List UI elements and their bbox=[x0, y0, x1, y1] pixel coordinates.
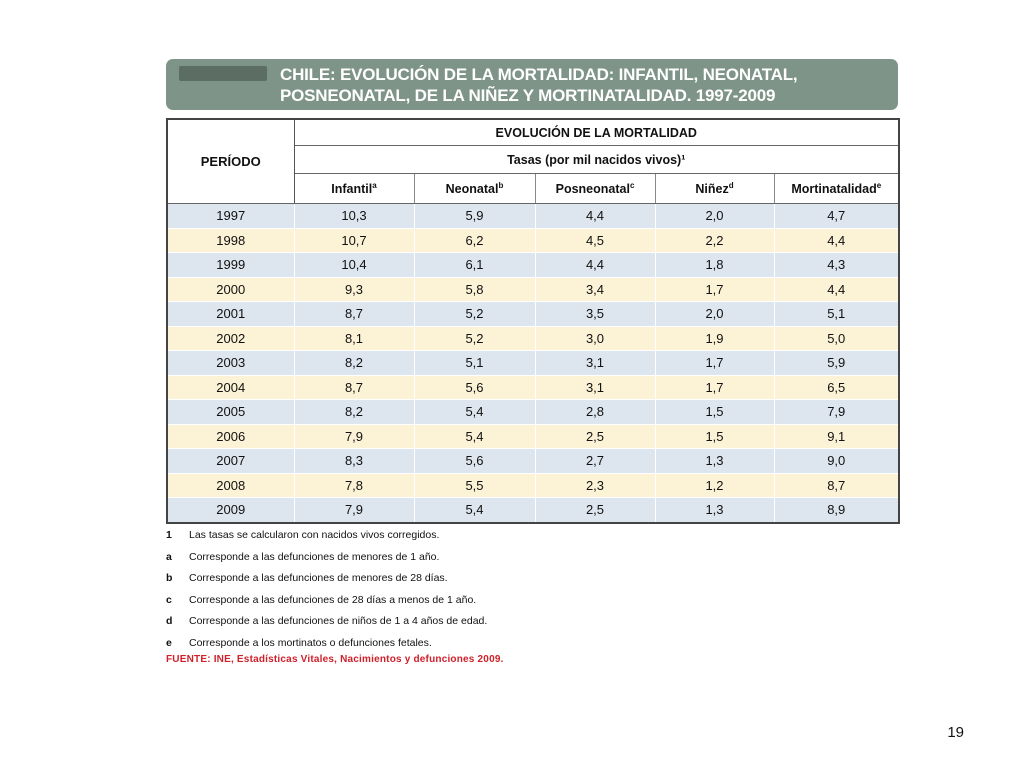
footnote-text: Corresponde a los mortinatos o defunciones fetales. bbox=[189, 636, 432, 649]
value-cell: 8,7 bbox=[294, 302, 414, 327]
value-cell: 5,8 bbox=[414, 277, 535, 302]
table-row bbox=[167, 228, 899, 253]
value-cell: 8,2 bbox=[294, 351, 414, 376]
footnotes bbox=[166, 525, 766, 654]
value-cell: 1,7 bbox=[655, 277, 774, 302]
value-cell: 2,7 bbox=[535, 449, 655, 474]
page-number: 19 bbox=[947, 724, 964, 741]
footnote-key: d bbox=[166, 615, 173, 627]
footnote bbox=[166, 611, 766, 633]
column-header bbox=[774, 174, 899, 204]
value-cell: 3,1 bbox=[535, 351, 655, 376]
table-row bbox=[167, 424, 899, 449]
table-row bbox=[167, 253, 899, 278]
value-cell: 10,4 bbox=[294, 253, 414, 278]
value-cell: 1,3 bbox=[655, 498, 774, 523]
value-cell: 4,5 bbox=[535, 228, 655, 253]
group-header: EVOLUCIÓN DE LA MORTALIDAD bbox=[294, 119, 899, 146]
value-cell: 4,4 bbox=[535, 204, 655, 229]
value-cell: 5,2 bbox=[414, 302, 535, 327]
value-cell: 9,0 bbox=[774, 449, 899, 474]
year-cell: 1997 bbox=[167, 204, 294, 229]
value-cell: 7,9 bbox=[294, 424, 414, 449]
value-cell: 1,9 bbox=[655, 326, 774, 351]
value-cell: 1,3 bbox=[655, 449, 774, 474]
value-cell: 2,0 bbox=[655, 204, 774, 229]
value-cell: 1,5 bbox=[655, 424, 774, 449]
value-cell: 9,1 bbox=[774, 424, 899, 449]
value-cell: 10,7 bbox=[294, 228, 414, 253]
subgroup-header: Tasas (por mil nacidos vivos)¹ bbox=[294, 146, 899, 174]
column-header-footnote-mark: a bbox=[372, 180, 377, 190]
table-title bbox=[280, 64, 880, 106]
value-cell: 8,2 bbox=[294, 400, 414, 425]
table-row bbox=[167, 449, 899, 474]
value-cell: 10,3 bbox=[294, 204, 414, 229]
value-cell: 5,5 bbox=[414, 473, 535, 498]
column-header-footnote-mark: e bbox=[876, 180, 882, 190]
value-cell: 4,4 bbox=[774, 228, 899, 253]
value-cell: 8,1 bbox=[294, 326, 414, 351]
column-header bbox=[535, 174, 655, 204]
year-cell: 2008 bbox=[167, 473, 294, 498]
source-note: FUENTE: INE, Estadísticas Vitales, Nacimientos y defunciones 2009. bbox=[166, 654, 504, 665]
year-cell: 2005 bbox=[167, 400, 294, 425]
value-cell: 5,9 bbox=[774, 351, 899, 376]
table-row bbox=[167, 351, 899, 376]
value-cell: 2,5 bbox=[535, 424, 655, 449]
value-cell: 4,7 bbox=[774, 204, 899, 229]
table-row bbox=[167, 473, 899, 498]
value-cell: 5,6 bbox=[414, 375, 535, 400]
value-cell: 7,8 bbox=[294, 473, 414, 498]
value-cell: 2,0 bbox=[655, 302, 774, 327]
value-cell: 7,9 bbox=[774, 400, 899, 425]
column-header-footnote-mark: b bbox=[498, 180, 504, 190]
table-row bbox=[167, 400, 899, 425]
footnote-text: Corresponde a las defunciones de niños de 1 a 4 años de edad. bbox=[189, 615, 488, 627]
table-row bbox=[167, 302, 899, 327]
mortality-table bbox=[166, 118, 900, 524]
footnote-key: c bbox=[166, 593, 172, 606]
footnote-text: Corresponde a las defunciones de menores de 1 año. bbox=[189, 550, 440, 563]
value-cell: 3,1 bbox=[535, 375, 655, 400]
value-cell: 2,8 bbox=[535, 400, 655, 425]
year-cell: 1998 bbox=[167, 228, 294, 253]
value-cell: 1,5 bbox=[655, 400, 774, 425]
year-cell: 2004 bbox=[167, 375, 294, 400]
value-cell: 8,3 bbox=[294, 449, 414, 474]
value-cell: 5,0 bbox=[774, 326, 899, 351]
value-cell: 4,4 bbox=[535, 253, 655, 278]
footnote bbox=[166, 547, 766, 569]
footnote-key: e bbox=[166, 636, 172, 649]
footnote-key: a bbox=[166, 550, 172, 563]
year-cell: 2003 bbox=[167, 351, 294, 376]
value-cell: 8,7 bbox=[294, 375, 414, 400]
footnote bbox=[166, 633, 766, 655]
footnote-text: Las tasas se calcularon con nacidos vivos corregidos. bbox=[189, 529, 440, 541]
year-cell: 2002 bbox=[167, 326, 294, 351]
column-header-label: Infantil bbox=[331, 182, 373, 197]
value-cell: 6,5 bbox=[774, 375, 899, 400]
footnote-text: Corresponde a las defunciones de menores de 28 días. bbox=[189, 572, 448, 584]
footnote-key: 1 bbox=[166, 529, 172, 541]
value-cell: 2,5 bbox=[535, 498, 655, 523]
table-row bbox=[167, 204, 899, 229]
value-cell: 3,5 bbox=[535, 302, 655, 327]
periodo-header: PERÍODO bbox=[167, 119, 294, 204]
value-cell: 5,9 bbox=[414, 204, 535, 229]
column-header bbox=[294, 174, 414, 204]
value-cell: 5,2 bbox=[414, 326, 535, 351]
year-cell: 2001 bbox=[167, 302, 294, 327]
value-cell: 1,2 bbox=[655, 473, 774, 498]
footnote bbox=[166, 590, 766, 612]
table-row bbox=[167, 498, 899, 523]
footnote-key: b bbox=[166, 572, 173, 584]
column-header bbox=[414, 174, 535, 204]
year-cell: 2009 bbox=[167, 498, 294, 523]
value-cell: 5,4 bbox=[414, 400, 535, 425]
table-label-box bbox=[179, 66, 267, 81]
table-row bbox=[167, 375, 899, 400]
value-cell: 2,2 bbox=[655, 228, 774, 253]
value-cell: 5,6 bbox=[414, 449, 535, 474]
value-cell: 1,7 bbox=[655, 351, 774, 376]
column-header-label: Posneonatal bbox=[555, 182, 630, 197]
value-cell: 7,9 bbox=[294, 498, 414, 523]
year-cell: 1999 bbox=[167, 253, 294, 278]
title-line-1: CHILE: EVOLUCIÓN DE LA MORTALIDAD: INFANTIL, NEONATAL, bbox=[280, 65, 798, 84]
title-line-2: POSNEONATAL, DE LA NIÑEZ Y MORTINATALIDAD. 1997-2009 bbox=[280, 86, 776, 105]
column-header-footnote-mark: d bbox=[728, 180, 734, 190]
value-cell: 9,3 bbox=[294, 277, 414, 302]
column-header-label: Mortinatalidad bbox=[791, 182, 877, 197]
value-cell: 5,1 bbox=[774, 302, 899, 327]
value-cell: 1,8 bbox=[655, 253, 774, 278]
value-cell: 6,2 bbox=[414, 228, 535, 253]
year-cell: 2000 bbox=[167, 277, 294, 302]
value-cell: 8,7 bbox=[774, 473, 899, 498]
value-cell: 3,4 bbox=[535, 277, 655, 302]
value-cell: 4,3 bbox=[774, 253, 899, 278]
title-banner bbox=[166, 59, 898, 110]
footnote bbox=[166, 525, 766, 547]
value-cell: 8,9 bbox=[774, 498, 899, 523]
value-cell: 5,1 bbox=[414, 351, 535, 376]
value-cell: 2,3 bbox=[535, 473, 655, 498]
footnote bbox=[166, 568, 766, 590]
column-header-footnote-mark: c bbox=[629, 180, 635, 190]
table-row bbox=[167, 277, 899, 302]
year-cell: 2006 bbox=[167, 424, 294, 449]
value-cell: 1,7 bbox=[655, 375, 774, 400]
column-header-label: Niñez bbox=[695, 182, 729, 197]
value-cell: 3,0 bbox=[535, 326, 655, 351]
value-cell: 5,4 bbox=[414, 424, 535, 449]
value-cell: 5,4 bbox=[414, 498, 535, 523]
column-header bbox=[655, 174, 774, 204]
value-cell: 4,4 bbox=[774, 277, 899, 302]
footnote-text: Corresponde a las defunciones de 28 días a menos de 1 año. bbox=[189, 593, 477, 606]
column-header-label: Neonatal bbox=[445, 182, 499, 197]
value-cell: 6,1 bbox=[414, 253, 535, 278]
year-cell: 2007 bbox=[167, 449, 294, 474]
table-row bbox=[167, 326, 899, 351]
